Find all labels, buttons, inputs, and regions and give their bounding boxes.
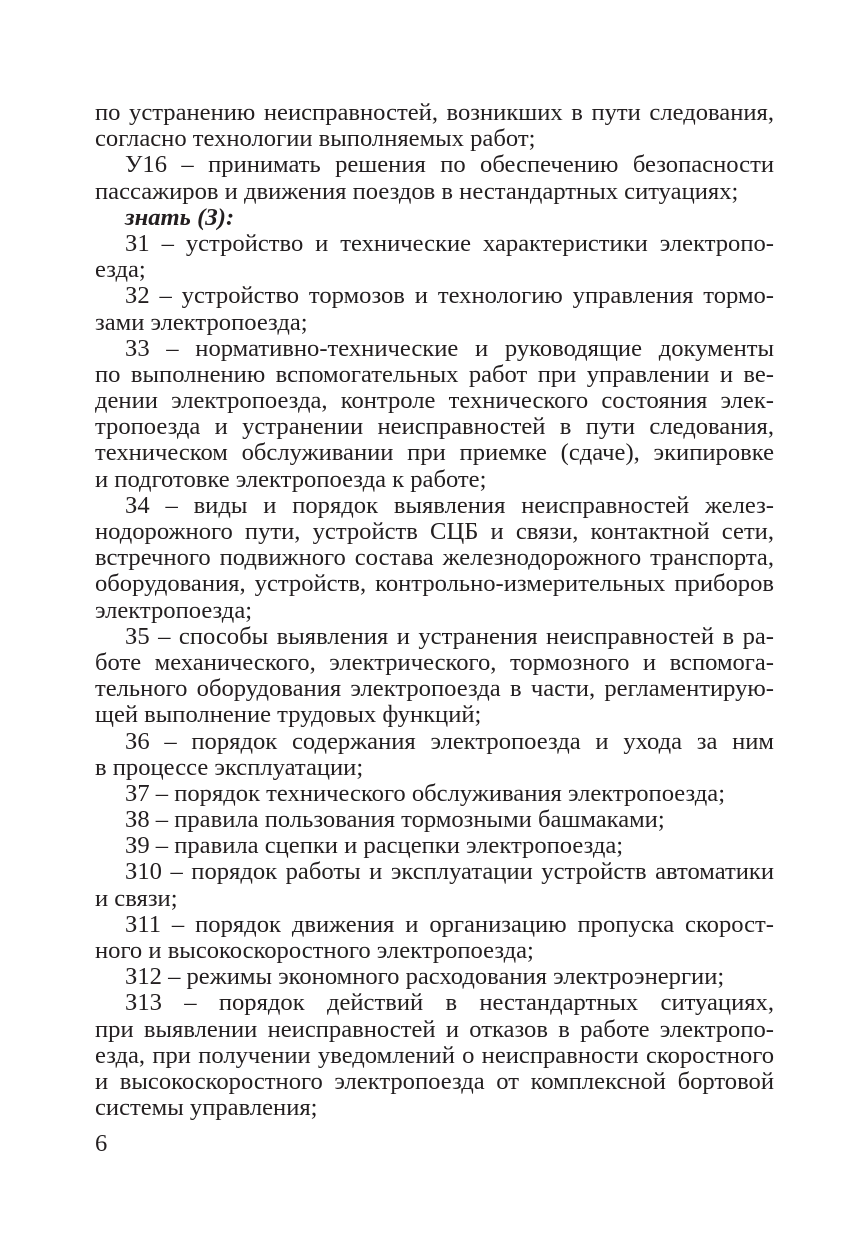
text-line: техническом обслуживании при приемке (сдаче), экипировке bbox=[95, 439, 774, 467]
text-line: З13 – порядок действий в нестандартных ситуациях, bbox=[125, 989, 774, 1017]
text-line: зами электропоезда; bbox=[95, 308, 308, 336]
document-page bbox=[95, 100, 774, 1121]
section-heading: знать (З): bbox=[125, 203, 235, 231]
text-line: З10 – порядок работы и эксплуатации устройств автоматики bbox=[125, 858, 774, 886]
text-line: дении электропоезда, контроле технического состояния элек- bbox=[95, 387, 774, 415]
text-line: пассажиров и движения поездов в нестандартных ситуациях; bbox=[95, 177, 739, 205]
text-line: щей выполнение трудовых функций; bbox=[95, 701, 482, 729]
text-line: З9 – правила сцепки и расцепки электропоезда; bbox=[125, 832, 624, 860]
text-line: оборудования, устройств, контрольно-измерительных приборов bbox=[95, 570, 774, 598]
text-line: системы управления; bbox=[95, 1094, 318, 1122]
text-line: и подготовке электропоезда к работе; bbox=[95, 465, 487, 493]
text-line: тропоезда и устранении неисправностей в пути следования, bbox=[95, 413, 774, 441]
text-line: встречного подвижного состава железнодорожного транспорта, bbox=[95, 544, 774, 572]
text-line: З7 – порядок технического обслуживания электропоезда; bbox=[125, 779, 726, 807]
text-line: по устранению неисправностей, возникших в пути следования, bbox=[95, 99, 774, 126]
page-number: 6 bbox=[95, 1130, 108, 1157]
text-line: З12 – режимы экономного расходования электроэнергии; bbox=[125, 963, 725, 991]
text-line: нодорожного пути, устройств СЦБ и связи, контактной сети, bbox=[95, 518, 774, 545]
text-line: З1 – устройство и технические характеристики электропо- bbox=[125, 229, 774, 257]
text-line: З3 – нормативно-технические и руководящие документы bbox=[125, 334, 774, 362]
text-line: и высокоскоростного электропоезда от комплексной бортовой bbox=[95, 1067, 774, 1095]
text-line: З4 – виды и порядок выявления неисправностей желез- bbox=[125, 491, 774, 519]
body-text bbox=[95, 100, 774, 1121]
text-line: согласно технологии выполняемых работ; bbox=[95, 125, 536, 153]
text-line: ного и высокоскоростного электропоезда; bbox=[95, 937, 534, 964]
text-line: езда; bbox=[95, 256, 146, 284]
text-line: электропоезда; bbox=[95, 596, 253, 624]
text-line: З11 – порядок движения и организацию пропуска скорост- bbox=[125, 910, 774, 938]
text-line: по выполнению вспомогательных работ при управлении и ве- bbox=[95, 360, 774, 388]
text-line: У16 – принимать решения по обеспечению безопасности bbox=[125, 151, 774, 179]
text-line: и связи; bbox=[95, 884, 178, 912]
text-line: при выявлении неисправностей и отказов в работе электропо- bbox=[95, 1015, 774, 1043]
text-line: боте механического, электрического, тормозного и вспомога- bbox=[95, 648, 774, 676]
text-line: тельного оборудования электропоезда в части, регламентирую- bbox=[95, 675, 774, 703]
text-line: З2 – устройство тормозов и технологию управления тормо- bbox=[125, 282, 774, 310]
text-line: езда, при получении уведомлений о неисправности скоростного bbox=[95, 1041, 774, 1069]
text-line: в процессе эксплуатации; bbox=[95, 753, 364, 781]
text-line: З8 – правила пользования тормозными башмаками; bbox=[125, 806, 665, 834]
text-line: З5 – способы выявления и устранения неисправностей в ра- bbox=[125, 622, 774, 650]
text-line: З6 – порядок содержания электропоезда и ухода за ним bbox=[125, 727, 774, 755]
